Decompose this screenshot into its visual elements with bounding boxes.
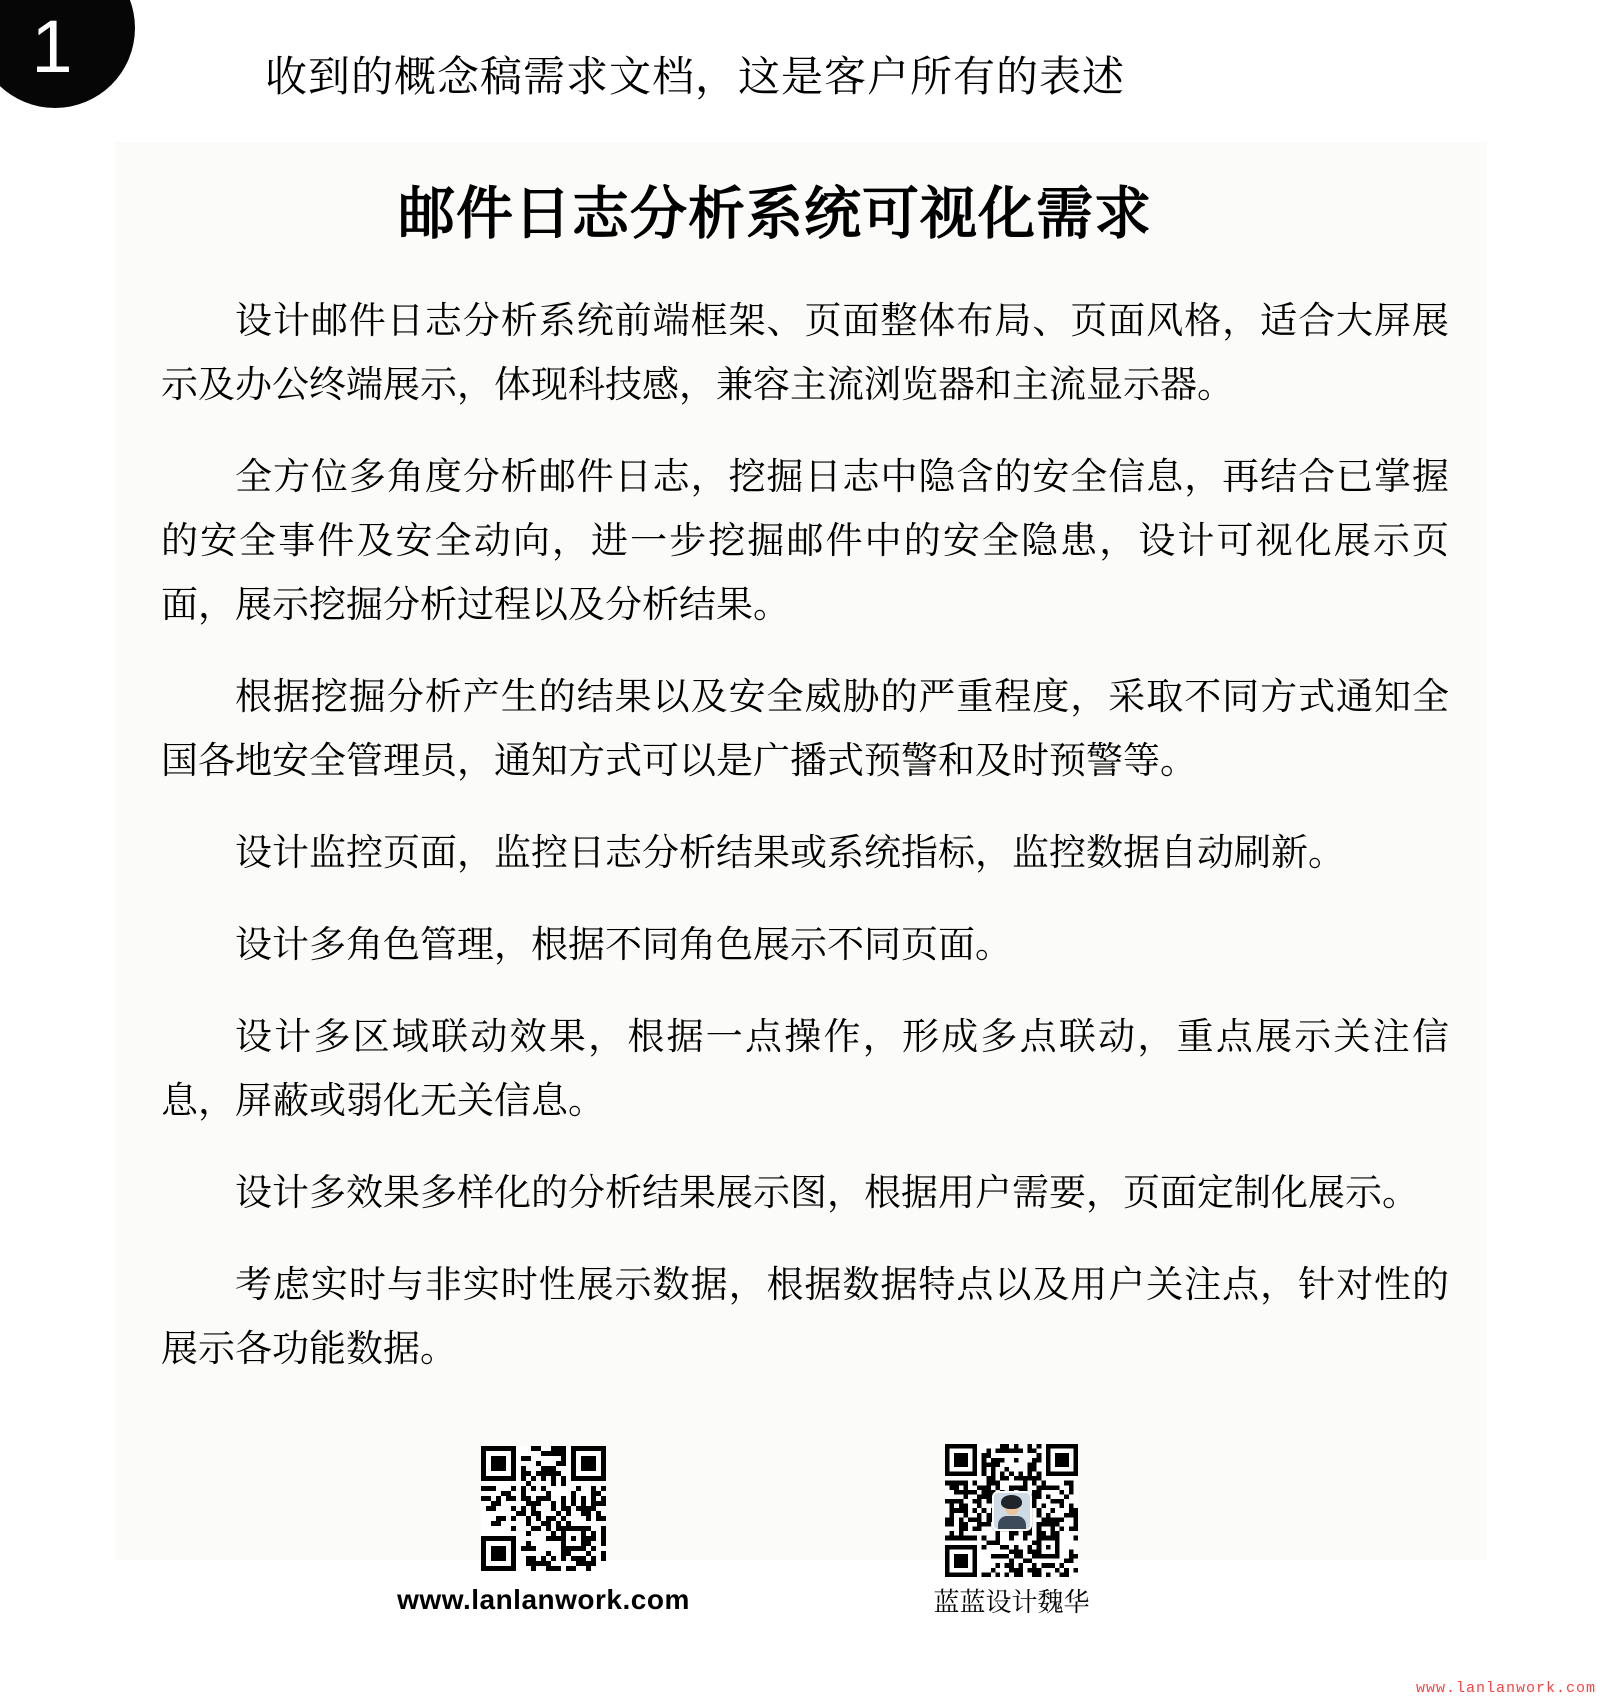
wechat-qr-figure xyxy=(933,1444,1090,1617)
website-qr-figure xyxy=(397,1446,690,1615)
paragraph-4: 设计监控页面，监控日志分析结果或系统指标，监控数据自动刷新。 xyxy=(235,833,1345,874)
doc-body xyxy=(161,290,1449,1410)
doc-title: 邮件日志分析系统可视化需求 xyxy=(398,182,1152,246)
website-qr-code xyxy=(481,1446,606,1571)
paragraph-5: 设计多角色管理，根据不同角色展示不同页面。 xyxy=(235,925,1012,966)
wechat-qr-label: 蓝蓝设计魏华 xyxy=(933,1587,1090,1617)
avatar-hair xyxy=(1001,1495,1022,1509)
paragraph-6: 设计多区域联动效果，根据一点操作，形成多点联动，重点展示关注信息，屏蔽或弱化无关信息。 xyxy=(161,1017,1449,1122)
page-caption: 收到的概念稿需求文档，这是客户所有的表述 xyxy=(265,53,1126,100)
website-qr-label: www.lanlanwork.com xyxy=(397,1584,690,1615)
step-number: 1 xyxy=(31,5,73,88)
avatar-torso xyxy=(998,1516,1026,1531)
step-badge xyxy=(0,0,135,108)
avatar xyxy=(992,1491,1032,1531)
paragraph-3: 根据挖掘分析产生的结果以及安全威胁的严重程度，采取不同方式通知全国各地安全管理员，通知方式可以是广播式预警和及时预警等。 xyxy=(161,677,1449,782)
paragraph-2: 全方位多角度分析邮件日志，挖掘日志中隐含的安全信息，再结合已掌握的安全事件及安全动向，进一步挖掘邮件中的安全隐患，设计可视化展示页面，展示挖掘分析过程以及分析结果。 xyxy=(161,457,1449,626)
paragraph-8: 考虑实时与非实时性展示数据，根据数据特点以及用户关注点，针对性的展示各功能数据。 xyxy=(161,1265,1449,1370)
paragraph-1: 设计邮件日志分析系统前端框架、页面整体布局、页面风格，适合大屏展示及办公终端展示，体现科技感，兼容主流浏览器和主流显示器。 xyxy=(161,301,1449,406)
watermark-url: www.lanlanwork.com xyxy=(1415,1680,1596,1697)
paragraph-7: 设计多效果多样化的分析结果展示图，根据用户需要，页面定制化展示。 xyxy=(235,1173,1419,1214)
